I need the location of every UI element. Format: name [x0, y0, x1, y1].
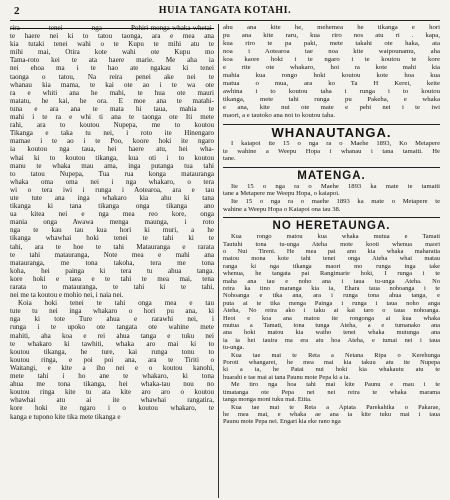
text-line: whenua, he tangata pai Rangimarie hoki, I runga i te [223, 270, 440, 278]
whanautanga-heading: WHANAUTANGA. [271, 125, 392, 140]
running-title: HUIA TANGATA KOTAHI. [158, 5, 292, 16]
text-line: koa kaore hoki i te ngaro i te koutou te kore [223, 56, 440, 63]
section-rule [223, 217, 440, 218]
text-line: Ite 15 o nga ra o Maehe 1893 ka mate te tamaiti [231, 182, 440, 190]
text-line: Ateha, No reira ako i taku ai kai taro o taua nohoanga. [223, 307, 440, 315]
text-line: te tahi matauranga, Note mea e mahi ana [10, 250, 214, 259]
text-line: Kua tae mai te Reta a Apiata Parekahika o Pakarae, [231, 403, 440, 411]
text-line: taonga o tatou, Na reira penei ake nei te [10, 72, 214, 81]
text-line: tute tu nei inga whakaro o hori pu ana, ki [10, 307, 214, 316]
text-line: mete tahi i ho ane te whakaro, ki tona [10, 372, 214, 381]
article-columns [10, 24, 440, 498]
matenga-notice [223, 183, 440, 213]
text-line: Tama-roto kei te ata haere marie. Me aha ia [10, 56, 214, 65]
text-line: kua riro te pa paki, mete takahi ote haka, ata [223, 40, 440, 47]
text-line: o Nui Tireni. He mea pai ano kia whaka maharatia [223, 247, 440, 255]
text-line: ahua me tona tikanga, hei whaka-tau nou no [10, 380, 214, 389]
text-line: runga i te upoko ote tangata ote wahine mete [10, 323, 214, 332]
text-line: matua o mua, ara ko Ta H Kerei, keite [223, 80, 440, 87]
column-divider [218, 24, 219, 498]
text-line: kore hoki ite ngaro i o koutou whakaro, te [10, 404, 214, 413]
text-line: puta ai te tika menga Painga i runga i taua noho anga [223, 299, 440, 307]
text-line: koutou ringa kite tu ata kite aro aro o koutou [10, 388, 214, 397]
text-line: mahiti, aha koa e rei ahua tanga e tuku nei [10, 331, 214, 340]
text-line: tikanga whawhai hoki tenei te tahi ki te [10, 234, 214, 243]
text-line: manu te whaka mau ama, inga putanga tua tahi [10, 161, 214, 170]
text-line: tikanga, mete tahi runga pu Pakeha, e whaka [223, 96, 440, 103]
text-line: maha ana tau e noho ana i taua tu-unga Ateha. No [223, 277, 440, 285]
text-line: Kua rongo matou kua whaka mutua e Tamati [231, 233, 440, 241]
text-line: ua kitea nei e nga mea reo kore, onga [10, 210, 214, 219]
text-line: nga te kau tau kua hori ki muri, a he [10, 226, 214, 235]
text-line: Me tiro nga hoa tahi mai kite Paunu e mau i te [231, 381, 440, 389]
text-line: e rite ote whakaro, hoi ra kote mahi kia [223, 64, 440, 71]
text-line: matauranga, me tona takoha, tera me tona [10, 258, 214, 267]
text-line: whai ki to koutou tikanga, kua oti i to koutou [10, 153, 214, 162]
text-line: Kua tae mai te Reta a Netana Ripa o Kerehunga [231, 351, 440, 359]
text-line: nei me ta koutou e mohio nei, i naia nei. [10, 291, 124, 300]
text-line: ia ia hei tauira ma era atu hoa Ateha, e tumai nei i taua [223, 336, 440, 344]
text-line: rahi, ara to koutou Nupepa, me to koutou [10, 121, 214, 130]
text-line: tane. [223, 155, 236, 163]
text-line: mahia kua rongo hoki koutou kote hoa kua [223, 72, 440, 79]
text-line: Poroti whangarei, he mea mai kia takuu atu ite Nupepa [223, 359, 440, 367]
text-line: huarahi e tae mai ai tana Paunu mote Pepa ki a ia. [223, 373, 351, 381]
text-line: timatanga ote Pepa nei nei reira te whaka marama [223, 388, 440, 396]
text-line: whaka oma oma nei i nga whakaro, o tera [10, 177, 214, 186]
text-line: koutou ringa, e poi poi ana, ara te Tiriti o [10, 355, 214, 364]
text-line: matatu, he kai, he ora. E moe ana te matahi- [10, 96, 214, 105]
text-line: tikanga ki tana tikanga onga tikanga ano [10, 202, 214, 211]
text-line: Koia hoki tenei te tahi onga mea e tau [18, 299, 214, 308]
text-line: te haere nei ki to tatou taonga, ara e mea ana [10, 32, 214, 41]
heretaunga-article [223, 233, 440, 426]
text-line: maori, a e tautoko ana noi to koutou taha. [223, 112, 336, 119]
text-line: ranga ki nga tikanga maori mo runga inga take [223, 262, 440, 270]
text-line: Paunu mote Pepa nei. Engari kia eke rano nga [223, 418, 341, 426]
text-line: te wahine a Weepu Hopa i whanau i tana tamaiti. He [223, 147, 440, 155]
text-line: e ana, kite nui ote mate e pehi nei i te iwi [223, 104, 440, 111]
text-line: kore hoki e taea e te tahi te mea mai, tena [10, 274, 214, 283]
text-line: noa i Aotearoa tae noa kite waipounamu, aha [223, 48, 440, 55]
text-line: ahu ana kite he, mehemea he tikanga e hori [223, 24, 440, 31]
heretaunga-heading: NO HERETAUNGA. [272, 220, 391, 233]
text-line: nei ehoa ma i te hao ate ngakau ki tenei [10, 64, 214, 73]
text-line: ki a ia, he Patai nui hoki kia whakautu atu te [223, 366, 440, 374]
text-line: Heoi e koa ana matou ite rongonga ai kua whaka [223, 314, 440, 322]
left-column [10, 24, 214, 498]
text-line: mihi mai, Otira kote wahi ote Kupu mo [10, 48, 214, 57]
text-line: tu-unga. [223, 344, 245, 352]
text-line: ana hoki matou kia waiho tenei whaka mutunga ana [223, 329, 440, 337]
text-line: te whakaro ki tawhiti, whaka aro mai ki to [10, 339, 214, 348]
text-line: pu ana kite raru, kua riro nos atu ri . kapa, [223, 32, 440, 39]
continued-article [223, 24, 440, 120]
text-line: he mea mai, e whaka ae ana ia kite tuku mai i taua [223, 410, 440, 418]
right-column [223, 24, 440, 498]
text-line: ute tute ana inga whakaro kia ahu ki tana [10, 193, 214, 202]
text-line: Waitangi, e kite a iho nei e o koutou kanohi, [10, 363, 214, 372]
section-rule [223, 167, 440, 168]
text-line: tane a Metapere me Weepu Hopa, o kaiapoi. [223, 190, 340, 198]
text-line: Ite 15 o nga ra o maehe 1893 ka mate o Metapere te [231, 197, 440, 205]
text-line: mutua a Tamati, tona tunga Ateha, a e tumanako ana [223, 322, 440, 330]
text-line: I kaiapoi ite 15 o nga ra o Maehe 1893, Ko Metapere [231, 140, 440, 147]
text-line: tahi, ara te hoe te tahi Matauranga e rarata [10, 242, 214, 251]
whanautanga-notice [223, 140, 440, 163]
page-number: 2 [14, 5, 20, 17]
text-line: ia koutou nga taua, hei haere atu, hei wha- [10, 145, 214, 154]
text-line: Nohoanga e tika ana, ara i runga tona ahua tanga, e [223, 292, 440, 300]
matenga-heading: MATENGA. [297, 169, 366, 182]
text-line: tuna e ara ana te mata hi taua, mahia te [10, 104, 214, 113]
text-line: nga ki tote Ture ahua e rarawhi nei, i [10, 315, 214, 324]
text-line: wi o tera iwi i runga i Aotearoa, ara e tau [10, 185, 214, 194]
text-line: whawhai atu ai ite whawhai rangatira, [10, 396, 214, 405]
text-line: Tikanga e taka tu nei, i roto ite Hinengaro [10, 129, 214, 138]
text-line: mahi i te ra e whi ti ana te taonga ote Iti mete [10, 113, 214, 122]
text-line: kanga e tupono kite tika mete tikanga e [10, 412, 121, 421]
text-line: rira tenei nga Pohiri-monga-whaka-whetai- [10, 24, 214, 32]
text-line: whanau kia mama, te kai ote ao i te wa ote [10, 80, 214, 89]
text-line: Tautuhi tona tu-unga Ateha mote kooti whenua maori [223, 240, 440, 248]
text-line: rarata to matauranga, te tahi ki te tahi, [10, 283, 214, 291]
text-line: to tatou Nupepa, Tua rua konga matauranga [10, 169, 214, 178]
page-header [10, 4, 440, 21]
text-line: mamae i te ao i te Poo, koore hoki ite ngaro [10, 137, 214, 146]
text-line: kia tutaki tenei wahi o te Kupu te mihi atu te [10, 40, 214, 49]
text-line: wahine a Weepu Hopa o Kaiapoi ona tau 38. [223, 205, 341, 213]
text-line: koutou tikanga, he ture, kai runga tonu to [10, 347, 214, 356]
text-line: awhina i to koutou taha i runga i to koutou [223, 88, 440, 95]
text-line: reira ka tino maranga kia ia, Ehara taua nohoanga i te [223, 285, 440, 292]
text-line: mania onga Awawa menga maunga, i roto [10, 218, 214, 227]
text-line: koha, hei painga ki tera tu ahua tanga. [10, 266, 214, 275]
text-line: tanga monga moni tuku mai. Etita. [223, 396, 312, 404]
text-line: ra e whiti ana he mahi, te hua ote mauri [10, 88, 214, 97]
text-line: matou mona kote tahi tenei onga Ateha whai matau [223, 255, 440, 263]
